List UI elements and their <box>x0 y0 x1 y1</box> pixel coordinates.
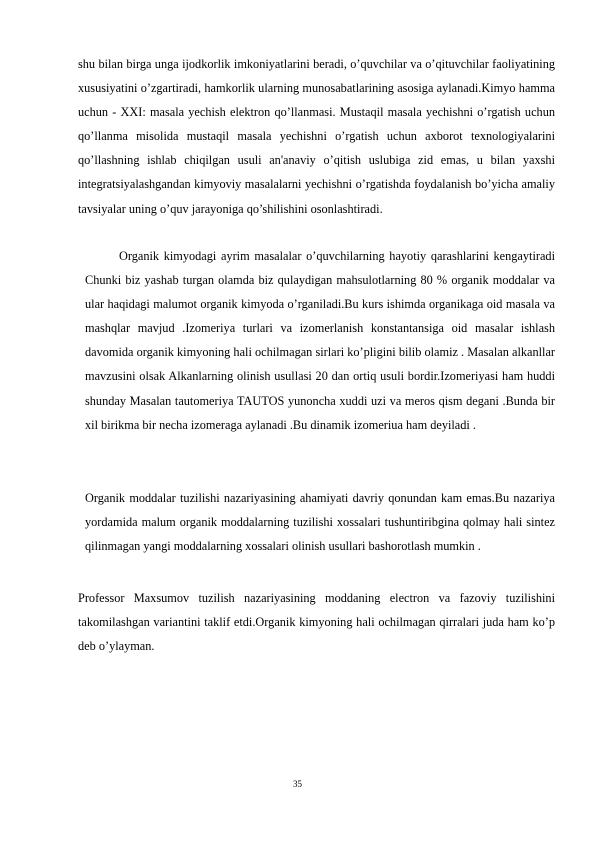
paragraph-2: Organik kimyodagi ayrim masalalar o’quvchilarning hayotiy qarashlarini kengaytiradi Chunki biz yashab turgan olamda biz qulaydigan mahsulotlarning 80 % organik moddalar va ular haqidagi malumot organik kimyoda o’rganiladi.Bu kurs ishimda organikaga oid masala va mashqlar mavjud .Izomeriya turlari va izomerlanish konstantansiga oid masalar ishlash davomida organik kimyoning hali ochilmagan sirlari ko’pligini bilib olamiz . Masalan alkanllar mavzusini olsak Alkanlarning olinish usullasi 20 dan ortiq usuli bordir.Izomeriyasi ham huddi shunday Masalan tautomeriya TAUTOS yunoncha xuddi uzi va meros qism degani .Bunda bir xil birikma bir necha izomeraga aylanadi .Bu dinamik izomeriua ham deyiladi . <box>85 249 555 432</box>
paragraph-4: Professor Maxsumov tuzilish nazariyasining moddaning electron va fazoviy tuzilishini takomilashgan variantini taklif etdi.Organik kimyoning hali ochilmagan qirralari juda ham ko’p deb o’ylayman. <box>78 591 555 654</box>
paragraph-3: Organik moddalar tuzilishi nazariyasining ahamiyati davriy qonundan kam emas.Bu nazariya yordamida malum organik moddalarning tuzilishi xossalari tushuntiribgina qolmay hali sintez qilinmagan yangi moddalarning xossalari olinish usullari bashorotlash mumkin . <box>85 491 555 554</box>
page-number: 35 <box>293 779 302 789</box>
paragraph-1: shu bilan birga unga ijodkorlik imkoniyatlarini beradi, o’quvchilar va o’qituvchilar faoliyatining xususiyatini o’zgartiradi, hamkorlik ularning munosabatlarining asosiga aylanadi.Kimyo hamma uchun - XXI: masala yechish elektron qo’llanmasi. Mustaqil masala yechishni o’rgatish uchun qo’llanma misolida mustaqil masala yechishni o’rgatish uchun axborot texnologiyalarini qo’llashning ishlab chiqilgan usuli an'anaviy o’qitish uslubiga zid emas, u bilan yaxshi integratsiyalashgandan kimyoviy masalalarni yechishni o’rgatishda foydalanish bo’yicha amaliy tavsiyalar uning o’quv jarayoniga qo’shilishini osonlashtiradi. <box>78 57 555 216</box>
